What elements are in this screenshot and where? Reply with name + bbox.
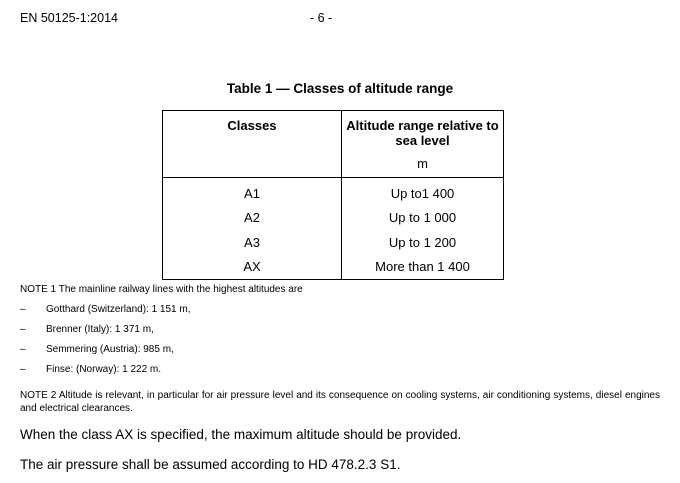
altitude-column-header [342,111,504,178]
list-dash: – [20,344,26,355]
table-row [163,206,504,231]
table-title: Table 1 — Classes of altitude range [226,81,454,96]
paragraph-ax-class: When the class AX is specified, the maximum altitude should be provided. [20,427,462,442]
list-item [20,364,161,375]
range-cell: Up to 1 200 [342,230,504,255]
note-2: NOTE 2 Altitude is relevant, in particular for air pressure level and its consequence on cooling systems, air conditioning systems, diesel engines and electrical clearances. [20,390,660,414]
class-cell: A1 [163,178,342,206]
list-item [20,324,154,335]
paragraph-air-pressure: The air pressure shall be assumed according to HD 478.2.3 S1. [20,457,401,472]
list-item-text: Finse: (Norway): 1 222 m. [46,364,162,375]
class-cell: A2 [163,206,342,231]
list-dash: – [20,304,26,315]
range-cell: Up to1 400 [342,178,504,206]
altitude-unit: m [417,156,428,171]
class-cell: A3 [163,230,342,255]
table-row [163,255,504,280]
list-dash: – [20,324,26,335]
list-item-text: Semmering (Austria): 985 m, [46,344,174,355]
note-1: NOTE 1 The mainline railway lines with the highest altitudes are [20,284,303,295]
classes-column-header: Classes [163,111,342,178]
page-number: - 6 - [310,11,333,25]
class-cell: AX [163,255,342,280]
list-item [20,304,191,315]
list-item-text: Brenner (Italy): 1 371 m, [46,324,154,335]
range-cell: Up to 1 000 [342,206,504,231]
range-cell: More than 1 400 [342,255,504,280]
table-row [163,178,504,206]
altitude-column-title: Altitude range relative to sea level [346,118,499,148]
table-row [163,230,504,255]
list-item [20,344,174,355]
list-item-text: Gotthard (Switzerland): 1 151 m, [46,304,191,315]
document-id: EN 50125-1:2014 [20,11,118,25]
list-dash: – [20,364,26,375]
altitude-classes-table [162,110,504,280]
